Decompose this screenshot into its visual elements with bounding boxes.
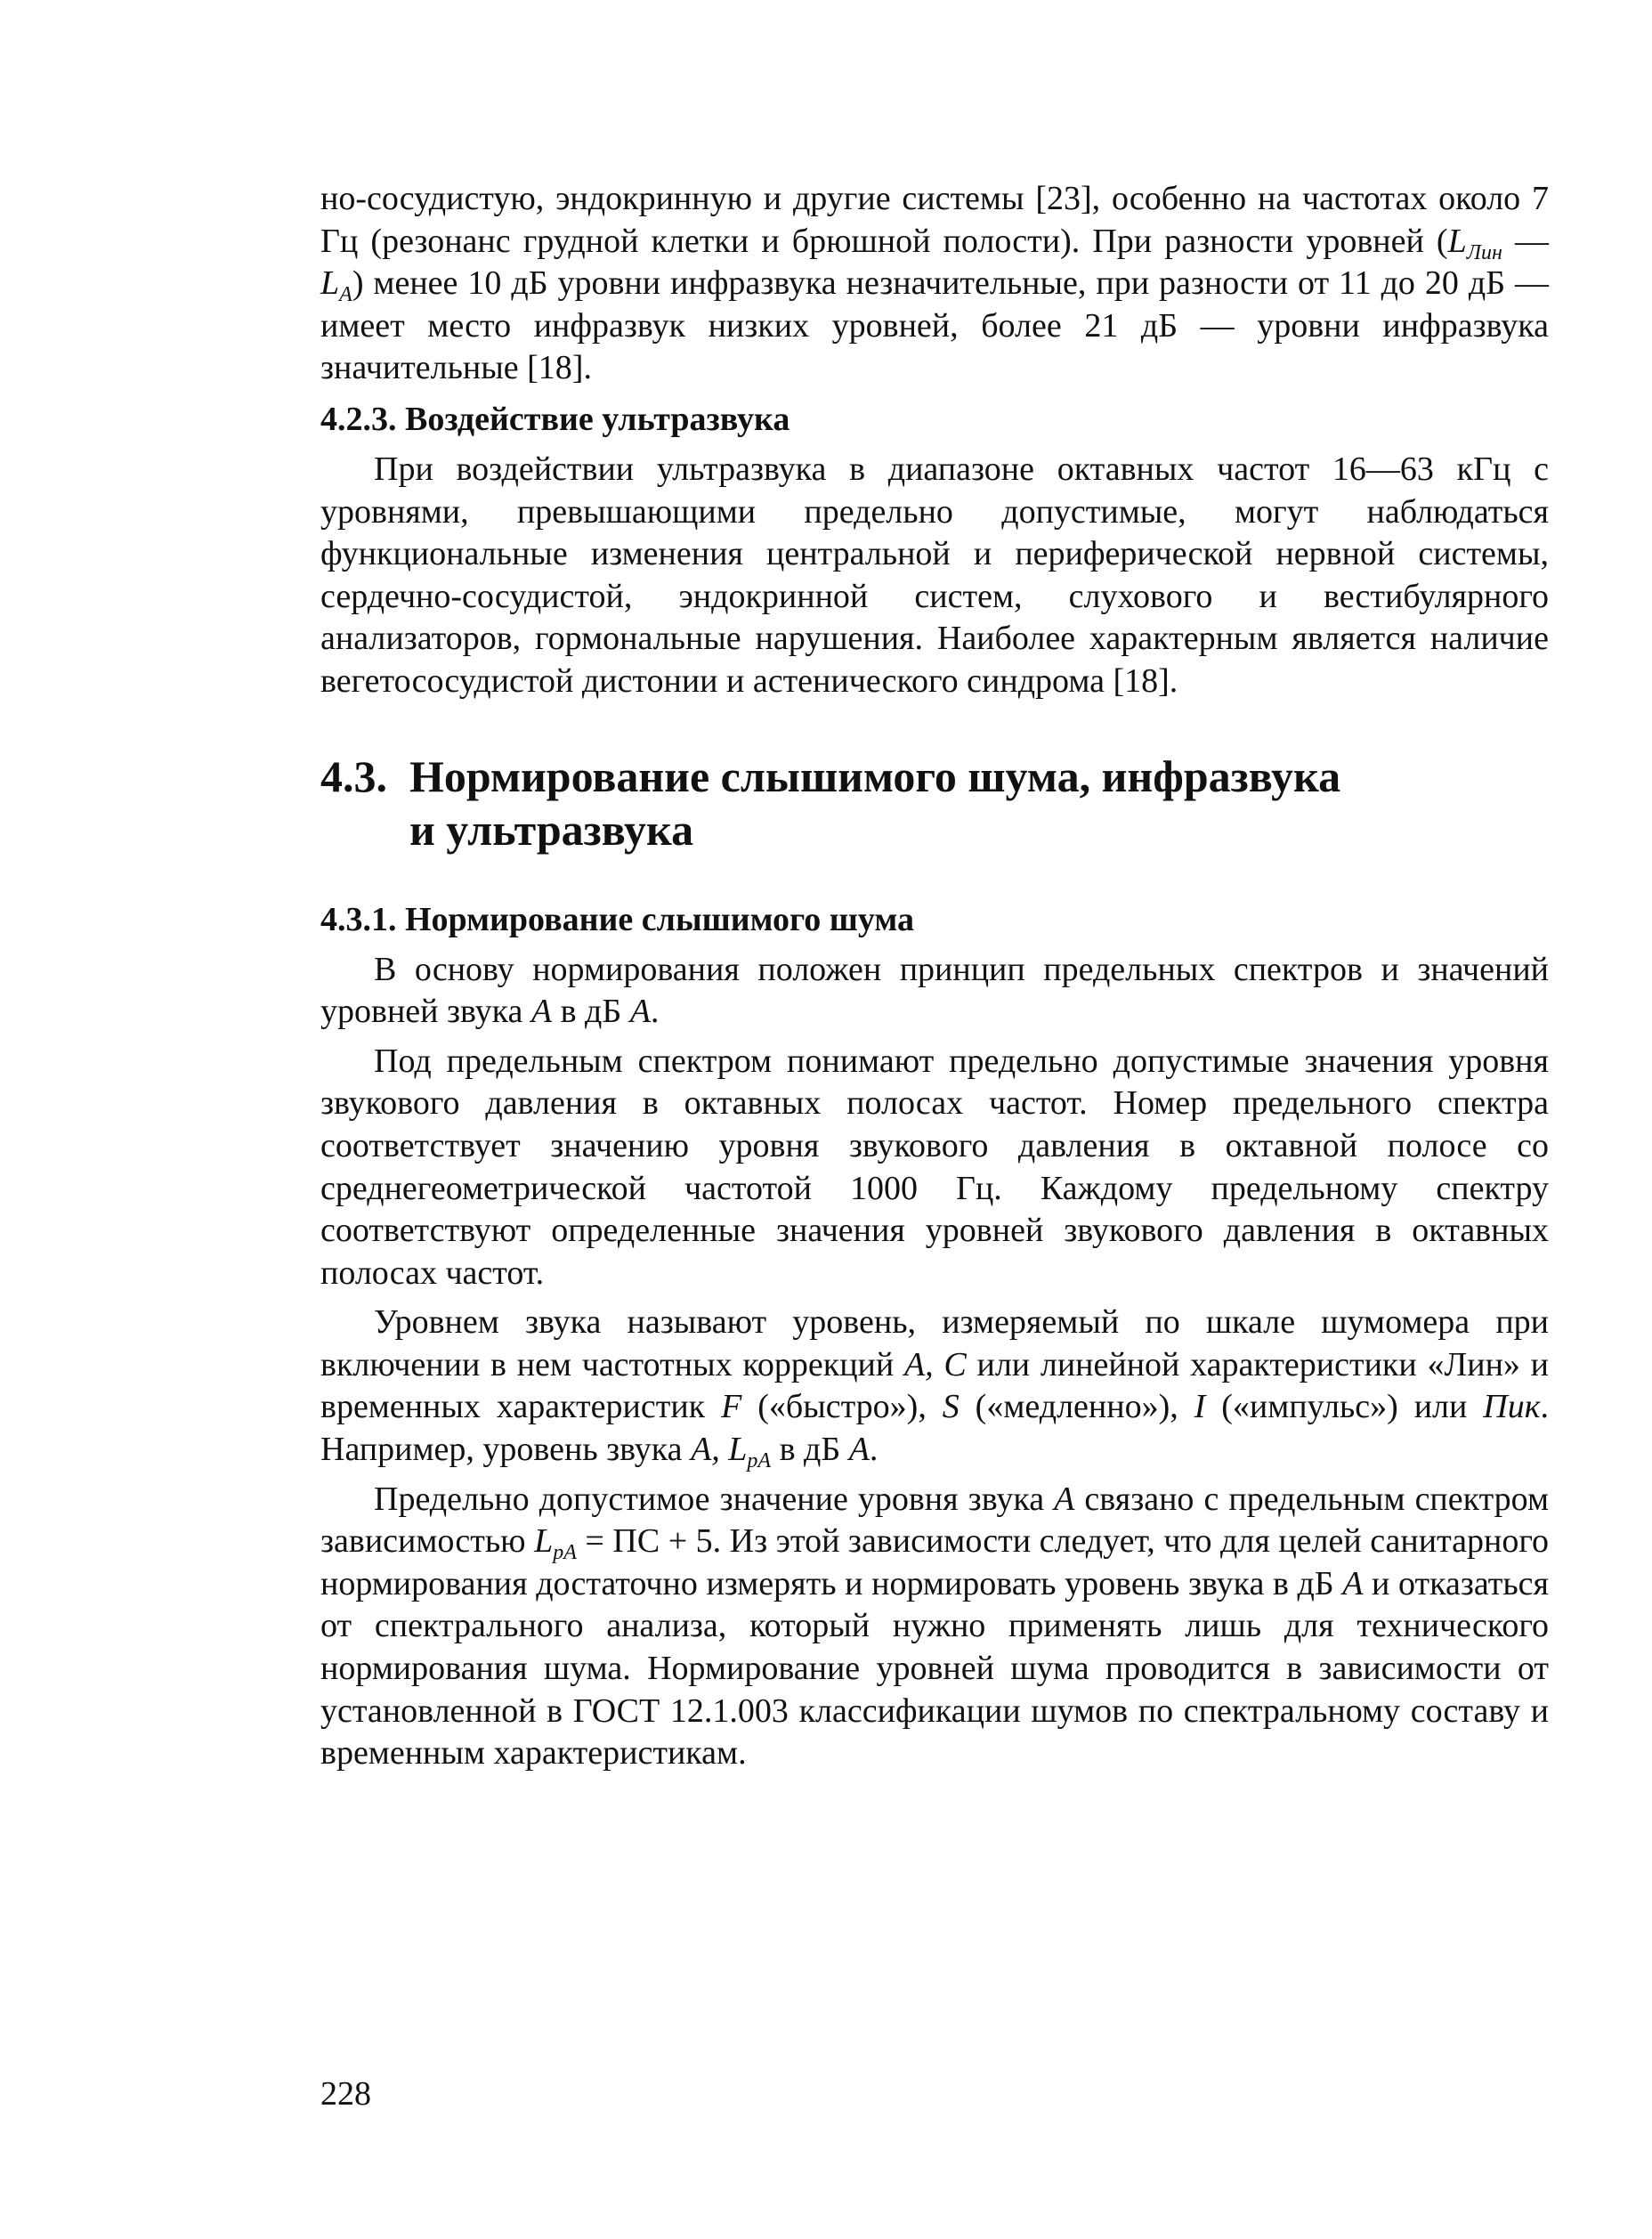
paragraph-infrasound-effects: но-сосудистую, эндокринную и другие системы [23], особенно на частотах около 7 Гц (резонанс грудной клетки и брюшной полости). При разности уровней ($L_{Лин}$ — $L_A$) менее 10 дБ уровни инфразвука незначительные, при разности от 11 до 20 дБ — имеет место инфразвук низких уровней, более 21 дБ — уровни инфразвука значительные [18]. [320,180,1550,387]
paragraph-ultrasound-effects: При воздействии ультразвука в диапазоне октавных частот 16—63 кГц с уровнями, превышающими предельно допустимые, могут наблюдаться функциональные изменения центральной и периферической нервной системы, сердечно-сосудистой, эндокринной систем, слухового и вестибулярного анализаторов, гормональные нарушения. Наиболее характерным является наличие вегетососудистой дистонии и астенического синдрома [18]. [320,450,1549,700]
section-title-line2: и ультразвука [409,804,694,855]
paragraph-permissible-level: Предельно допустимое значение уровня звука A связано с предельным спектром зависимостью $L_{pA}$ = ПС + 5. Из этой зависимости следует, что для целей санитарного нормирования достаточно измерять и нормировать уровень звука в дБ A и отказаться от спектрального анализа, который нужно применять лишь для технического нормирования шума. Нормирование уровней шума проводится в зависимости от установленной в ГОСТ 12.1.003 классификации шумов по спектральному составу и временным характеристикам. [320,1480,1550,1773]
section-number: 4.3. [320,750,387,801]
paragraph-sound-level: Уровнем звука называют уровень, измеряемый по шкале шумомера при включении в нем частотных коррекций A, C или линейной характеристики «Лин» и временных характеристик F («быстро»), S («медленно»), I («импульс») или Пик. Например, уровень звука A, $L_{pA}$ в дБ A. [320,1303,1549,1473]
subsection-title-4-3-1: 4.3.1. Нормирование слышимого шума [320,900,914,938]
page-number: 228 [320,2075,371,2113]
subsection-title-4-2-3: 4.2.3. Воздействие ультразвука [320,400,790,438]
page-body [320,178,1549,1775]
paragraph-limit-spectrum: Под предельным спектром понимают предельно допустимые значения уровня звукового давления в октавных полосах частот. Номер предельного спектра соответствует значению уровня звукового давления в октавной полосе со среднегеометрической частотой 1000 Гц. Каждому предельному спектру соответствуют определенные значения уровней звукового давления в октавных полосах частот. [320,1042,1549,1292]
section-title-4-3 [320,750,1549,856]
paragraph-normalization-principle: В основу нормирования положен принцип предельных спектров и значений уровней звука A в дБ A. [320,950,1549,1031]
section-title-line1: Нормирование слышимого шума, инфразвука [409,750,1341,801]
